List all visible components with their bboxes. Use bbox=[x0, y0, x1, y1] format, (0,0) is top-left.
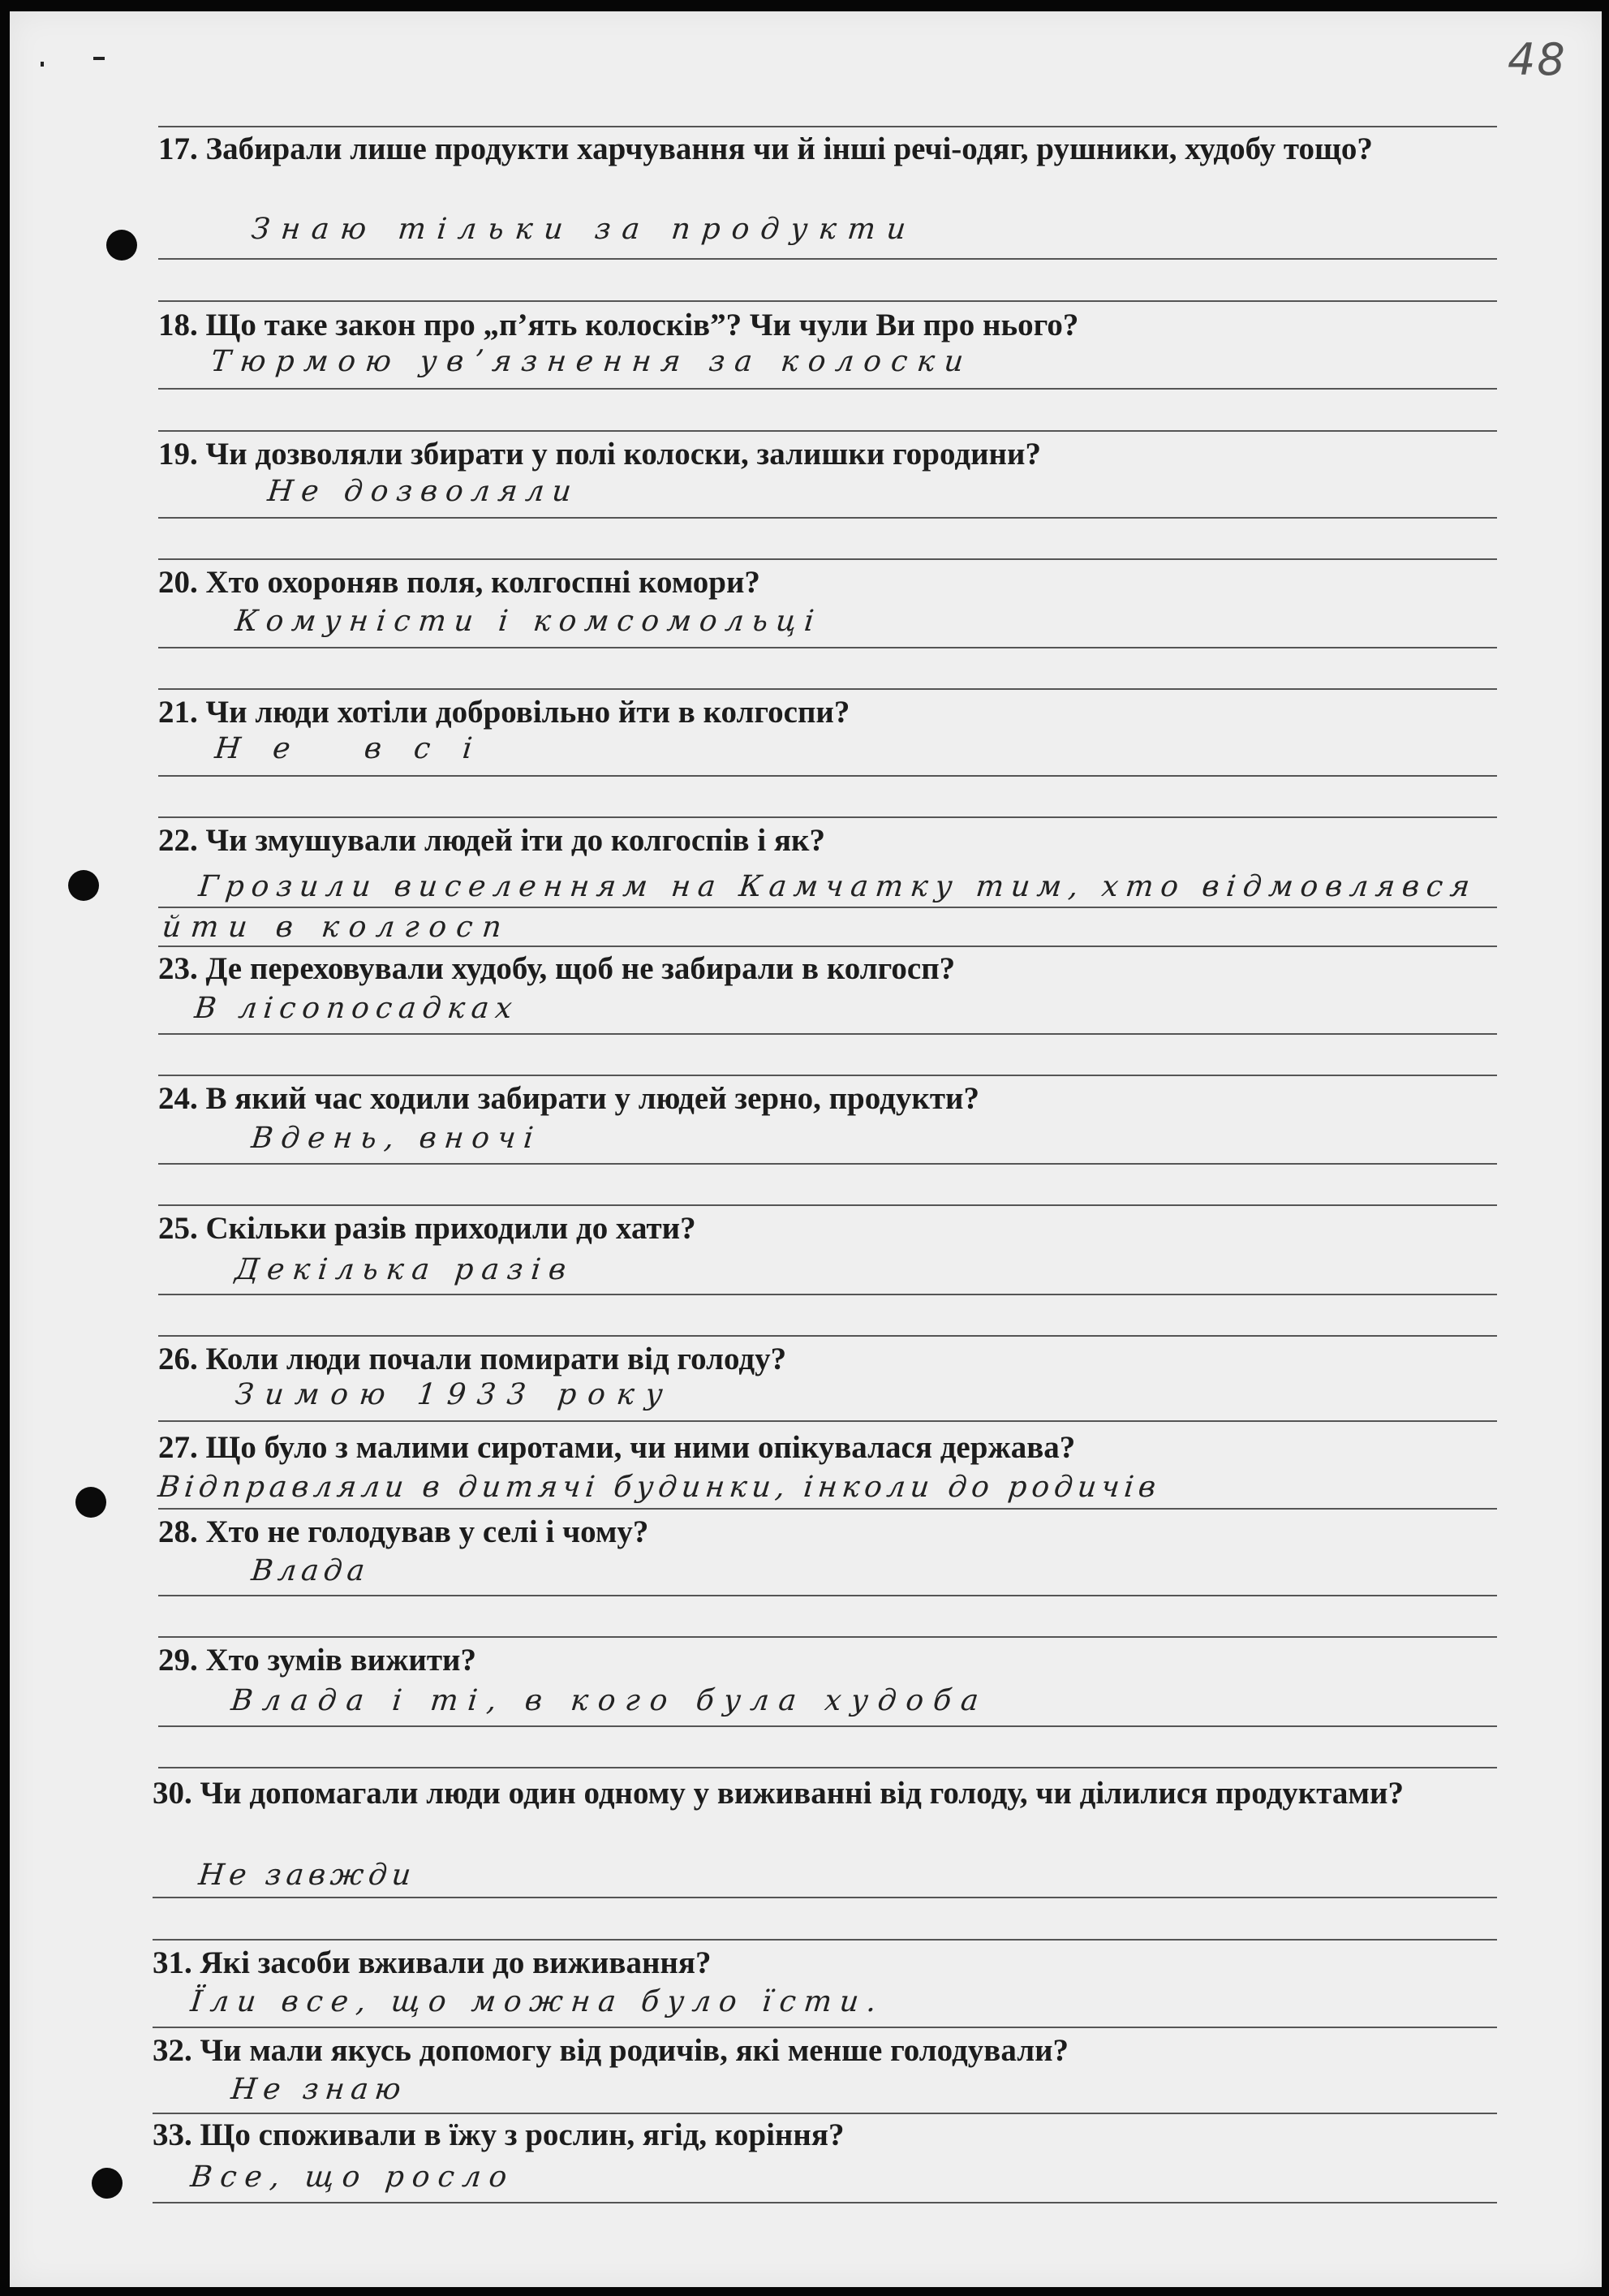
page-number: 48 bbox=[1508, 34, 1567, 85]
binder-hole bbox=[75, 1487, 106, 1518]
question-26: 26. Коли люди почали помирати від голоду? bbox=[158, 1342, 787, 1376]
rule-line bbox=[158, 816, 1497, 818]
question-31: 31. Які засоби вживали до виживання? bbox=[153, 1945, 712, 1980]
question-28: 28. Хто не голодував у селі і чому? bbox=[158, 1514, 649, 1549]
answer-25: Декілька разів bbox=[233, 1253, 576, 1286]
answer-17: Знаю тільки за продукти bbox=[249, 213, 919, 246]
question-29: 29. Хто зумів вижити? bbox=[158, 1643, 477, 1678]
rule-line bbox=[158, 1636, 1497, 1638]
question-19: 19. Чи дозволяли збирати у полі колоски, залишки городини? bbox=[158, 437, 1041, 472]
answer-28: Влада bbox=[249, 1554, 372, 1587]
rule-line bbox=[158, 907, 1497, 908]
answer-31: Їли все, що можна було їсти. bbox=[188, 1985, 886, 2018]
answer-29: Влада і ті, в кого була худоба bbox=[229, 1684, 990, 1717]
rule-line bbox=[153, 1897, 1497, 1898]
rule-line bbox=[158, 1294, 1497, 1295]
answer-26: Зимою 1933 року bbox=[233, 1378, 676, 1411]
rule-line bbox=[158, 1508, 1497, 1510]
rule-line bbox=[158, 1335, 1497, 1337]
rule-line bbox=[158, 1204, 1497, 1206]
binder-hole bbox=[92, 2168, 123, 2199]
rule-line bbox=[158, 1725, 1497, 1727]
rule-line bbox=[158, 1420, 1497, 1422]
scan-speck bbox=[93, 57, 105, 60]
answer-32: Не знаю bbox=[229, 2073, 409, 2106]
rule-line bbox=[158, 258, 1497, 260]
question-33: 33. Що споживали в їжу з рослин, ягід, коріння? bbox=[153, 2117, 845, 2152]
answer-22-line-1: Грозили виселенням на Камчатку тим, хто відмовлявся bbox=[196, 870, 1479, 903]
binder-hole bbox=[106, 230, 137, 261]
rule-line bbox=[158, 1163, 1497, 1165]
answer-18: Тюрмою увʼязнення за колоски bbox=[209, 345, 975, 378]
rule-line bbox=[158, 300, 1497, 302]
answer-33: Все, що росло bbox=[188, 2160, 517, 2194]
answer-24: Вдень, вночі bbox=[249, 1122, 544, 1155]
rule-line bbox=[158, 1595, 1497, 1596]
rule-line bbox=[158, 388, 1497, 390]
answer-20: Комуністи і комсомольці bbox=[233, 605, 824, 638]
rule-line bbox=[158, 1075, 1497, 1076]
scan-speck bbox=[41, 62, 44, 67]
question-32: 32. Чи мали якусь допомогу від родичів, які менше голодували? bbox=[153, 2033, 1069, 2068]
rule-line bbox=[153, 2113, 1497, 2114]
rule-line bbox=[158, 1033, 1497, 1035]
binder-hole bbox=[68, 870, 99, 901]
rule-line bbox=[153, 1939, 1497, 1941]
question-18: 18. Що таке закон про „п’ять колосків”? Чи чули Ви про нього? bbox=[158, 308, 1079, 342]
question-17: 17. Забирали лише продукти харчування чи й інші речі-одяг, рушники, худобу тощо? bbox=[158, 131, 1373, 166]
rule-line bbox=[153, 2202, 1497, 2203]
rule-line bbox=[153, 2027, 1497, 2028]
answer-21: Не всі bbox=[213, 732, 506, 765]
rule-line bbox=[158, 126, 1497, 127]
question-30: 30. Чи допомагали люди один одному у виживанні від голоду, чи ділилися продуктами? bbox=[153, 1776, 1404, 1811]
question-21: 21. Чи люди хотіли добровільно йти в колгоспи? bbox=[158, 695, 850, 730]
question-20: 20. Хто охороняв поля, колгоспні комори? bbox=[158, 565, 760, 600]
answer-23: В лісопосадках bbox=[192, 992, 520, 1025]
rule-line bbox=[158, 946, 1497, 947]
rule-line bbox=[158, 688, 1497, 690]
question-23: 23. Де переховували худобу, щоб не забирали в колгосп? bbox=[158, 951, 956, 986]
rule-line bbox=[158, 647, 1497, 648]
question-25: 25. Скільки разів приходили до хати? bbox=[158, 1211, 696, 1246]
rule-line bbox=[158, 1767, 1497, 1768]
question-27: 27. Що було з малими сиротами, чи ними опікувалася держава? bbox=[158, 1430, 1076, 1465]
rule-line bbox=[158, 558, 1497, 560]
rule-line bbox=[158, 517, 1497, 519]
question-24: 24. В який час ходили забирати у людей зерно, продукти? bbox=[158, 1081, 979, 1116]
answer-22-line-2: йти в колгосп bbox=[160, 911, 513, 944]
rule-line bbox=[158, 775, 1497, 777]
question-22: 22. Чи змушували людей іти до колгоспів і як? bbox=[158, 823, 826, 858]
answer-30: Не завжди bbox=[196, 1859, 418, 1892]
rule-line bbox=[158, 430, 1497, 432]
answer-27: Відправляли в дитячі будинки, інколи до родичів bbox=[156, 1471, 1163, 1504]
answer-19: Не дозволяли bbox=[265, 475, 581, 508]
